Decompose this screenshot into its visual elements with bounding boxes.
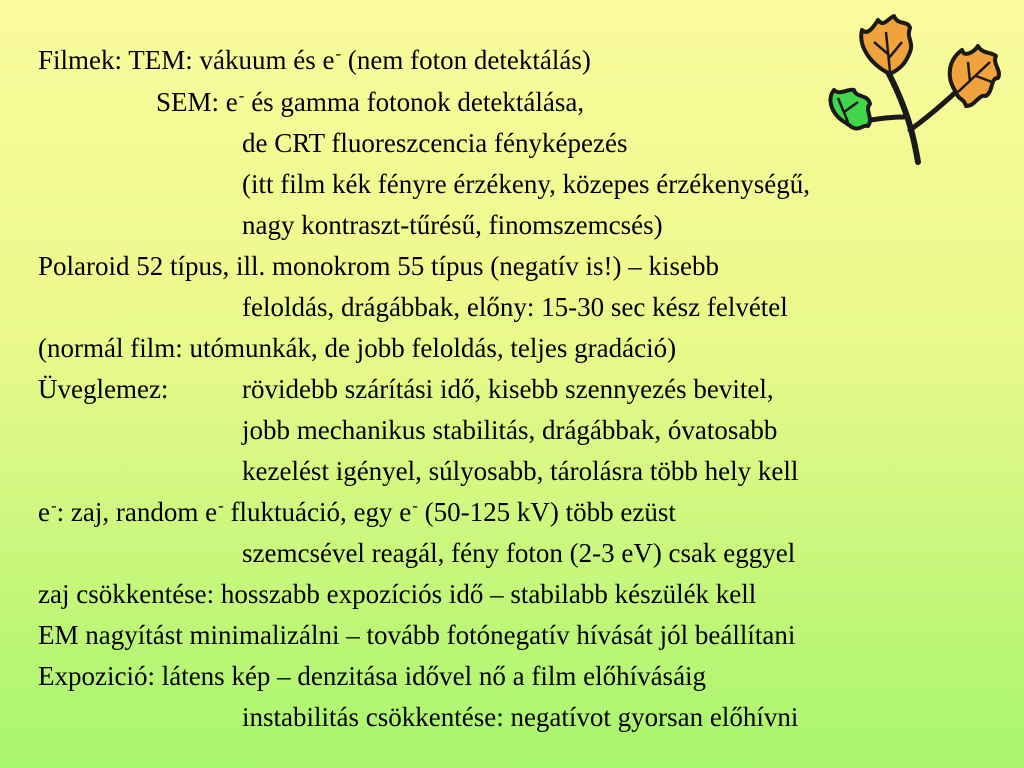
text-line-11: kezelést igényel, súlyosabb, tárolásra több hely kell	[242, 456, 799, 486]
text-line-17: instabilitás csökkentése: negatívot gyorsan előhívni	[242, 702, 799, 732]
text-line-9-label: Üveglemez:	[38, 374, 169, 404]
text-line-10: jobb mechanikus stabilitás, drágábbak, óvatosabb	[242, 415, 778, 445]
text-line-3: de CRT fluoreszcencia fényképezés	[242, 128, 628, 158]
text-line-7: feloldás, drágábbak, előny: 15-30 sec kész felvétel	[242, 292, 788, 322]
text-line-13: szemcsével reagál, fény foton (2-3 eV) csak eggyel	[242, 538, 796, 568]
text-line-14: zaj csökkentése: hosszabb expozíciós idő – stabilabb készülék kell	[38, 579, 757, 609]
text-line-6: Polaroid 52 típus, ill. monokrom 55 típus (negatív is!) – kisebb	[38, 251, 719, 281]
text-line-5: nagy kontraszt-tűrésű, finomszemcsés)	[242, 210, 663, 240]
text-line-1: Filmek: TEM: vákuum és e- (nem foton detektálás)	[38, 44, 591, 75]
text-line-2: SEM: e- és gamma fotonok detektálása,	[156, 86, 585, 117]
autumn-leaves-icon	[818, 12, 1006, 172]
text-line-12: e-: zaj, random e- fluktuáció, egy e- (50-125 kV) több ezüst	[38, 496, 676, 527]
text-line-8: (normál film: utómunkák, de jobb feloldás, teljes gradáció)	[38, 333, 677, 363]
text-line-9: rövidebb szárítási idő, kisebb szennyezés bevitel,	[242, 374, 774, 404]
text-line-16: Expozició: látens kép – denzitása idővel nő a film előhívásáig	[38, 661, 707, 691]
text-line-4: (itt film kék fényre érzékeny, közepes érzékenységű,	[242, 169, 810, 199]
text-line-15: EM nagyítást minimalizálni – tovább fotónegatív hívását jól beállítani	[38, 620, 796, 650]
